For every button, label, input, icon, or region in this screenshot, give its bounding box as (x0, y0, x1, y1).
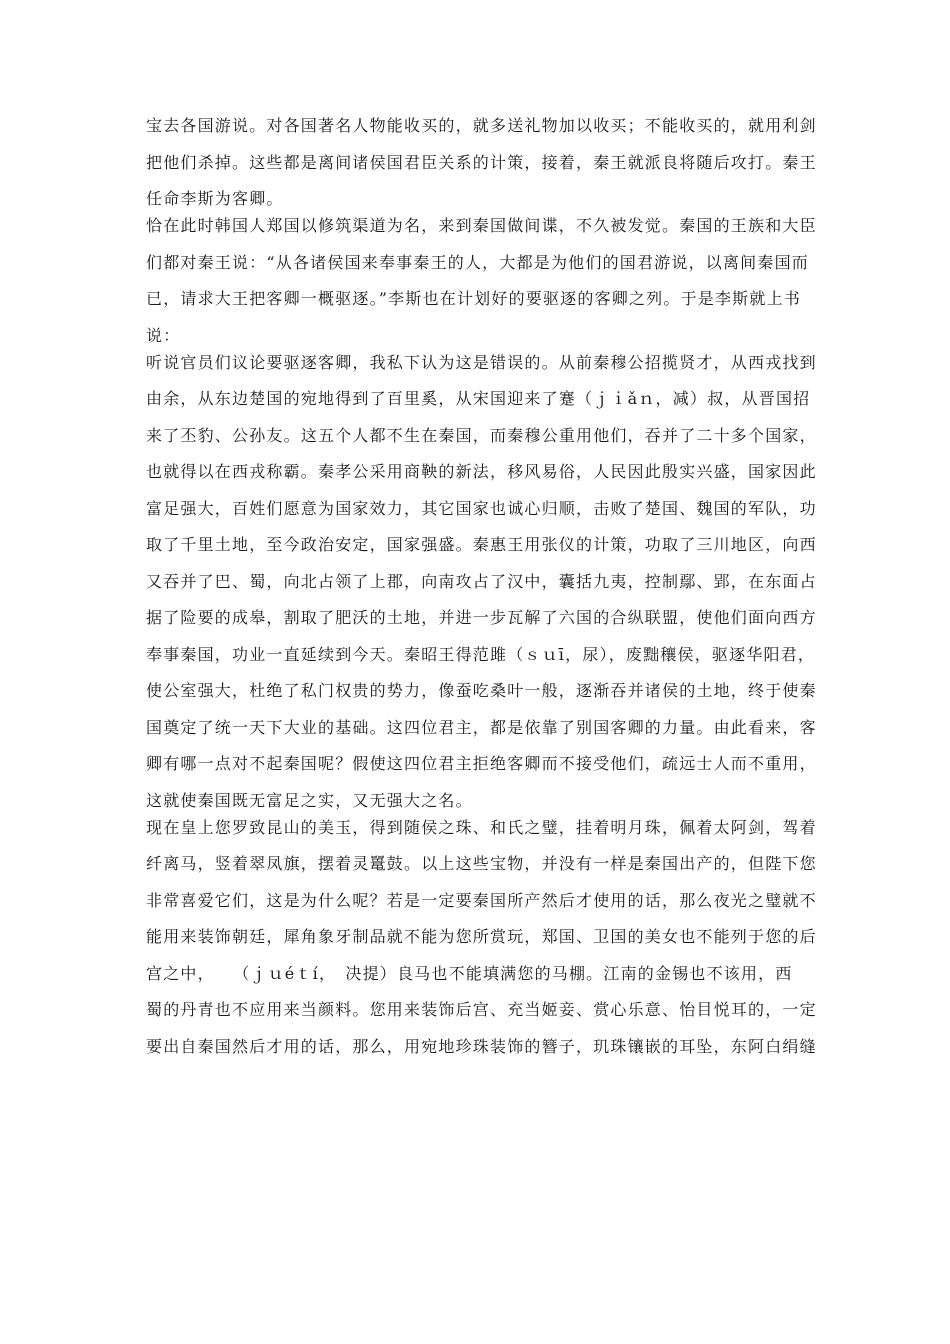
text-line: 能用来装饰朝廷，犀角象牙制品就不能为您所赏玩，郑国、卫国的美女也不能列于您的后 (146, 927, 817, 946)
text-line: 据了险要的成皋，割取了肥沃的土地，并进一步瓦解了六国的合纵联盟，使他们面向西方 (146, 608, 817, 627)
text-line: 说： (146, 325, 181, 345)
text-line: 卿有哪一点对不起秦国呢？假使这四位君主拒绝客卿而不接受他们，疏远士人而不重用， (146, 754, 817, 773)
text-line: 这就使秦国既无富足之实，又无强大之名。 (146, 790, 473, 810)
text-line: 由余，从东边楚国的宛地得到了百里奚，从宋国迎来了蹇（ｊｉǎｎ，减）叔，从晋国招 (146, 389, 811, 408)
text-line: 要出自秦国然后才用的话，那么，用宛地珍珠装饰的簪子，玑珠镶嵌的耳坠，东阿白绢缝 (146, 1036, 817, 1056)
text-line: 恰在此时韩国人郑国以修筑渠道为名，来到秦国做间谍，不久被发觉。秦国的王族和大臣 (146, 216, 817, 235)
text-line: 也就得以在西戎称霸。秦孝公采用商鞅的新法，移风易俗，人民因此殷实兴盛，国家因此 (146, 462, 817, 481)
text-line: 蜀的丹青也不应用来当颜料。您用来装饰后宫、充当姬妾、赏心乐意、怡目悦耳的，一定 (146, 1000, 817, 1019)
text-line: 宝去各国游说。对各国著名人物能收买的，就多送礼物加以收买；不能收买的，就用利剑 (146, 116, 817, 135)
text-line: 们都对秦王说：“从各诸侯国来奉事秦王的人，大都是为他们的国君游说，以离间秦国而 (146, 252, 809, 272)
document-body (146, 117, 822, 1056)
text-line: 使公室强大，杜绝了私门权贵的势力，像蚕吃桑叶一般，逐渐吞并诸侯的土地，终于使秦 (146, 681, 817, 700)
text-line: 现在皇上您罗致昆山的美玉，得到随侯之珠、和氏之璧，挂着明月珠，佩着太阿剑，驾着 (146, 817, 817, 837)
text-line: 宫之中， （ｊｕéｔí， 决提）良马也不能填满您的马棚。江南的金锡也不该用，西 (146, 963, 793, 983)
text-line: 已，请求大王把客卿一概驱逐。”李斯也在计划好的要驱逐的客卿之列。于是李斯就上书 (146, 289, 801, 308)
text-line: 纤离马，竖着翠凤旗，摆着灵鼍鼓。以上这些宝物，并没有一样是秦国出产的，但陛下您 (146, 854, 817, 873)
text-line: 非常喜爱它们，这是为什么呢？若是一定要秦国所产然后才使用的话，那么夜光之璧就不 (146, 890, 817, 910)
text-line: 听说官员们议论要驱逐客卿，我私下认为这是错误的。从前秦穆公招揽贤才，从西戎找到 (146, 352, 817, 372)
text-line: 来了丕豹、公孙友。这五个人都不生在秦国，而秦穆公重用他们，吞并了二十多个国家， (146, 425, 817, 445)
text-line: 把他们杀掉。这些都是离间诸侯国君臣关系的计策，接着，秦王就派良将随后攻打。秦王 (146, 152, 817, 172)
text-line: 又吞并了巴、蜀，向北占领了上郡，向南攻占了汉中，囊括九夷，控制鄢、郢，在东面占 (146, 571, 817, 591)
text-line: 奉事秦国，功业一直延续到今天。秦昭王得范雎（ｓｕī，尿），废黜穰侯，驱逐华阳君， (146, 644, 816, 664)
text-line: 富足强大，百姓们愿意为国家效力，其它国家也诚心归顺，击败了楚国、魏国的军队，功 (146, 498, 817, 518)
text-line: 取了千里土地，至今政治安定，国家强盛。秦惠王用张仪的计策，功取了三川地区，向西 (146, 535, 817, 554)
text-line: 国奠定了统一天下大业的基础。这四位君主，都是依靠了别国客卿的力量。由此看来，客 (146, 717, 817, 737)
text-line: 任命李斯为客卿。 (146, 189, 284, 208)
